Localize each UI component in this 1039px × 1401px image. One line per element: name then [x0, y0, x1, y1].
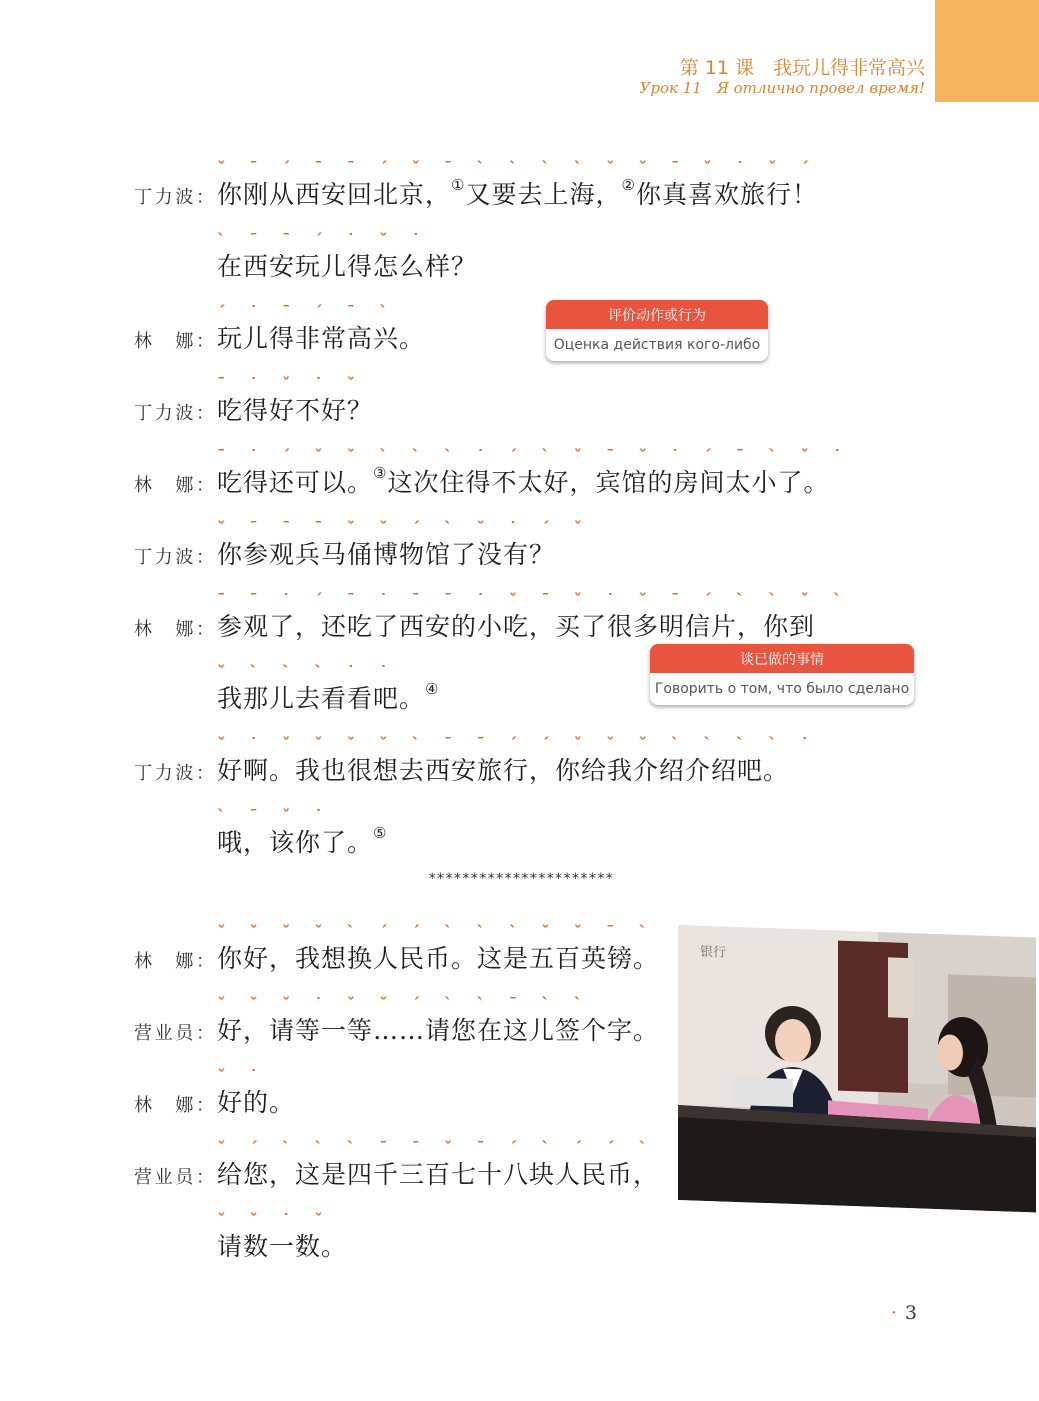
- tone-marks: ˇ ˉ ˉ ˉ ˇ ˇ ˊ ˋ ˇ ˙ ˊ ˇ: [217, 519, 592, 539]
- dialogue-text: ˇ ˉ ˊ ˉ ˉ ˊ ˇ ˉ ˋ ˋ ˋ ˋ ˇ ˇ ˉ ˇ ˙ ˇ ˊ 你刚从西安回北京，①又要去上海，②你真喜欢旅行！: [217, 159, 819, 209]
- speaker-label: 林 娜：: [134, 331, 214, 352]
- bank-sign: 银行: [700, 944, 727, 961]
- dialogue-line: [0, 519, 1039, 593]
- speaker-label: 林 娜：: [134, 619, 214, 640]
- dialogue-text: ˇ ˇ ˇ ˇ ˋ ˊ ˊ ˋ ˋ ˋ ˇ ˇ ˉ ˋ 你好，我想换人民币。这是五百英镑。: [217, 923, 660, 973]
- dialogue-text: ˇ ˉ ˉ ˉ ˇ ˇ ˊ ˋ ˇ ˙ ˊ ˇ 你参观兵马俑博物馆了没有？: [217, 519, 592, 569]
- page-dot: ·: [890, 1302, 897, 1324]
- speaker-label: 丁力波：: [134, 403, 214, 424]
- dialogue-text: ˇ ˋ ˋ ˋ ˙ ˙ 我那儿去看看吧。④: [217, 663, 440, 713]
- speaker-label: 林 娜：: [134, 1095, 214, 1116]
- tone-marks: ˇ ˇ ˇ ˇ ˋ ˊ ˊ ˋ ˋ ˋ ˇ ˇ ˉ ˋ: [217, 923, 656, 943]
- tone-marks: ˇ ˋ ˋ ˋ ˙ ˙: [217, 663, 397, 683]
- dialogue-text: ˋ ˉ ˉ ˊ ˙ ˇ ˙ 在西安玩儿得怎么样？: [217, 231, 478, 281]
- speaker-label: 林 娜：: [134, 951, 214, 972]
- grammar-note: [546, 300, 768, 361]
- dialogue-line: [0, 447, 1039, 521]
- tone-marks: ˉ ˉ ˙ ˊ ˉ ˙ ˉ ˉ ˙ ˇ ˉ ˇ ˙ ˇ ˉ ˊ ˋ ˋ ˇ ˋ: [217, 591, 851, 611]
- note-ref: ③: [373, 463, 388, 482]
- note-ref: ④: [425, 679, 440, 698]
- page-number: · 3: [890, 1302, 917, 1324]
- speaker-label: 丁力波：: [134, 547, 214, 568]
- dialogue-line: [0, 303, 1039, 377]
- tone-marks: ˇ ˉ ˊ ˉ ˉ ˊ ˇ ˉ ˋ ˋ ˋ ˋ ˇ ˇ ˉ ˇ ˙ ˇ ˊ: [217, 159, 819, 179]
- tone-marks: ˋ ˉ ˉ ˊ ˙ ˇ ˙: [217, 231, 430, 251]
- dialogue-line: [0, 159, 1039, 233]
- running-header: [640, 58, 925, 97]
- note-body: Оценка действия кого-либо: [553, 337, 761, 353]
- tone-marks: ˇ ˇ ˇ ˙ ˇ ˇ ˊ ˋ ˋ ˉ ˋ ˋ: [217, 995, 592, 1015]
- note-ref: ①: [451, 175, 466, 194]
- speaker-label: 丁力波：: [134, 187, 214, 208]
- bank-counter-photo: [678, 925, 1036, 1213]
- dialogue-text: ˇ ˇ ˙ ˇ 请数一数。: [217, 1211, 348, 1261]
- note-ref: ⑤: [373, 823, 388, 842]
- dialogue-text: ˇ ˙ ˇ ˇ ˇ ˇ ˋ ˉ ˉ ˊ ˊ ˇ ˇ ˇ ˋ ˋ ˋ ˋ ˙ 好啊。我也很想去西安旅行，你给我介绍介绍吧。: [217, 735, 819, 785]
- note-ref: ②: [621, 175, 636, 194]
- header-title-ru: Урок 11 Я отлично провел время!: [639, 78, 925, 97]
- speaker-label: 丁力波：: [134, 763, 214, 784]
- dialogue-text: ˉ ˙ ˇ ˙ ˇ 吃得好不好？: [217, 375, 374, 425]
- speaker-label: 林 娜：: [134, 475, 214, 496]
- dialogue-text: ˉ ˙ ˊ ˇ ˇ ˋ ˋ ˋ ˙ ˊ ˋ ˇ ˉ ˇ ˙ ˊ ˉ ˋ ˇ ˙ 吃得还可以。③这次住得不太好，宾馆的房间太小了。: [217, 447, 851, 497]
- tone-marks: ˇ ˊ ˋ ˋ ˋ ˉ ˉ ˇ ˉ ˊ ˋ ˊ ˊ ˋ: [217, 1139, 656, 1159]
- note-title: 谈已做的事情: [650, 644, 914, 673]
- tone-marks: ˉ ˙ ˊ ˇ ˇ ˋ ˋ ˋ ˙ ˊ ˋ ˇ ˉ ˇ ˙ ˊ ˉ ˋ ˇ ˙: [217, 447, 851, 467]
- dialogue-line: [0, 735, 1039, 809]
- grammar-note: [650, 644, 914, 705]
- dialogue-line: [0, 231, 1039, 305]
- dialogue-text: ˇ ˇ ˇ ˙ ˇ ˇ ˊ ˋ ˋ ˉ ˋ ˋ 好，请等一等……请您在这儿签个字。: [217, 995, 660, 1045]
- dialogue-line: [0, 375, 1039, 449]
- speaker-label: 营业员：: [134, 1167, 214, 1188]
- tone-marks: ˇ ˙ ˇ ˇ ˇ ˇ ˋ ˉ ˉ ˊ ˊ ˇ ˇ ˇ ˋ ˋ ˋ ˋ ˙: [217, 735, 819, 755]
- dialogue-text: ˊ ˙ ˉ ˊ ˉ ˋ 玩儿得非常高兴。: [217, 303, 426, 353]
- dialogue-text: ˋ ˉ ˇ ˙ 哦，该你了。⑤: [217, 807, 388, 857]
- tone-marks: ˇ ˇ ˙ ˇ: [217, 1211, 332, 1231]
- tone-marks: ˊ ˙ ˉ ˊ ˉ ˋ: [217, 303, 397, 323]
- header-title-cn: 第 11 课 我玩儿得非常高兴: [679, 57, 925, 79]
- dialogue-text: ˇ ˊ ˋ ˋ ˋ ˉ ˉ ˇ ˉ ˊ ˋ ˊ ˊ ˋ 给您，这是四千三百七十八块人民币，: [217, 1139, 660, 1189]
- note-title: 评价动作或行为: [546, 300, 768, 329]
- tone-marks: ˋ ˉ ˇ ˙: [217, 807, 332, 827]
- dialogue-text: ˉ ˉ ˙ ˊ ˉ ˙ ˉ ˉ ˙ ˇ ˉ ˇ ˙ ˇ ˉ ˊ ˋ ˋ ˇ ˋ 参观了，还吃了西安的小吃，买了很多明信片，你到: [217, 591, 851, 641]
- tone-marks: ˇ ˙: [217, 1067, 267, 1087]
- dialogue-line: [0, 1211, 1039, 1285]
- chapter-tab: [935, 0, 1039, 102]
- dialogue-text: ˇ ˙ 好的。: [217, 1067, 296, 1117]
- section-divider: **********************: [428, 871, 614, 887]
- note-body: Говорить о том, что было сделано: [654, 681, 910, 697]
- speaker-label: 营业员：: [134, 1023, 214, 1044]
- tone-marks: ˉ ˙ ˇ ˙ ˇ: [217, 375, 365, 395]
